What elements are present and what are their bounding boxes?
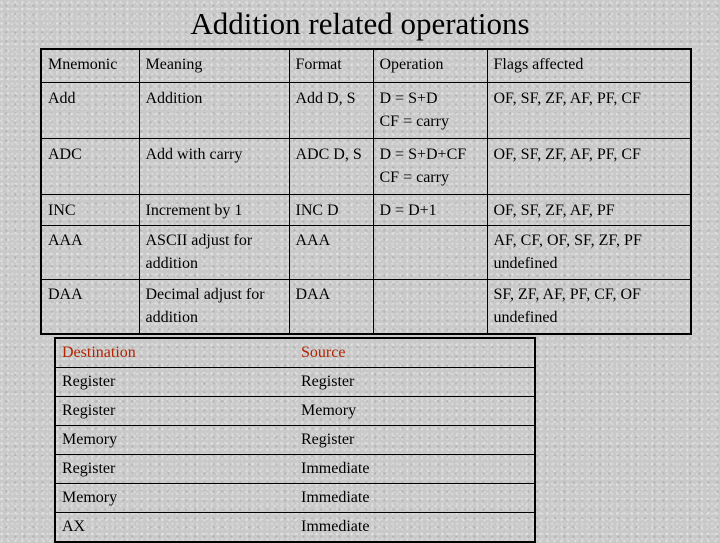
table-header-row: [41, 49, 691, 83]
meaning-cell: ASCII adjust for addition: [139, 226, 289, 280]
operation-cell: [373, 195, 487, 226]
flags-cell: SF, ZF, AF, PF, CF, OF undefined: [487, 280, 691, 335]
source-cell: Immediate: [295, 455, 535, 484]
table-row: [41, 226, 691, 280]
destination-cell: Register: [55, 368, 295, 397]
source-cell: Register: [295, 426, 535, 455]
table-row: [55, 513, 535, 543]
operation-line: D = S+D+CF: [379, 146, 467, 163]
addition-operations-table: [40, 48, 692, 335]
flags-cell: OF, SF, ZF, AF, PF, CF: [487, 139, 691, 195]
meaning-cell: Decimal adjust for addition: [139, 280, 289, 335]
operation-cell: [373, 139, 487, 195]
table-row: [55, 397, 535, 426]
table-row: [41, 139, 691, 195]
operation-line: D = D+1: [379, 202, 437, 219]
table-row: [55, 455, 535, 484]
destination-cell: AX: [55, 513, 295, 543]
source-cell: Memory: [295, 397, 535, 426]
mnemonic-cell: ADC: [41, 139, 139, 195]
flags-cell: AF, CF, OF, SF, ZF, PF undefined: [487, 226, 691, 280]
table-row: [41, 195, 691, 226]
table-row: [55, 484, 535, 513]
format-cell: ADC D, S: [289, 139, 373, 195]
header-source: Source: [301, 344, 346, 361]
destination-cell: Register: [55, 455, 295, 484]
source-cell: Immediate: [295, 513, 535, 543]
format-cell: Add D, S: [289, 83, 373, 139]
header-flags: Flags affected: [487, 49, 691, 83]
operation-line: CF = carry: [379, 113, 449, 130]
header-meaning: Meaning: [139, 49, 289, 83]
format-cell: AAA: [289, 226, 373, 280]
table-row: [41, 83, 691, 139]
format-cell: INC D: [289, 195, 373, 226]
mnemonic-cell: Add: [41, 83, 139, 139]
header-format: Format: [289, 49, 373, 83]
destination-cell: Register: [55, 397, 295, 426]
header-destination: Destination: [62, 344, 136, 361]
meaning-cell: Increment by 1: [139, 195, 289, 226]
flags-cell: OF, SF, ZF, AF, PF, CF: [487, 83, 691, 139]
operation-cell: [373, 226, 487, 280]
header-mnemonic: Mnemonic: [48, 56, 118, 73]
source-cell: Register: [295, 368, 535, 397]
source-cell: Immediate: [295, 484, 535, 513]
flags-cell: OF, SF, ZF, AF, PF: [487, 195, 691, 226]
page-title: Addition related operations: [190, 6, 530, 41]
mnemonic-cell: DAA: [41, 280, 139, 335]
meaning-cell: Addition: [139, 83, 289, 139]
table-row: [55, 426, 535, 455]
mnemonic-cell: AAA: [41, 226, 139, 280]
table-row: [55, 368, 535, 397]
format-cell: DAA: [289, 280, 373, 335]
meaning-cell: Add with carry: [139, 139, 289, 195]
operand-combinations-table: [54, 337, 536, 543]
destination-cell: Memory: [55, 426, 295, 455]
destination-cell: Memory: [55, 484, 295, 513]
header-operation: Operation: [373, 49, 487, 83]
operation-line: CF = carry: [379, 169, 449, 186]
operation-cell: [373, 83, 487, 139]
operation-cell: [373, 280, 487, 335]
mnemonic-cell: INC: [41, 195, 139, 226]
table-row: [41, 280, 691, 335]
table-header-row: [55, 338, 535, 368]
operation-line: D = S+D: [379, 90, 438, 107]
